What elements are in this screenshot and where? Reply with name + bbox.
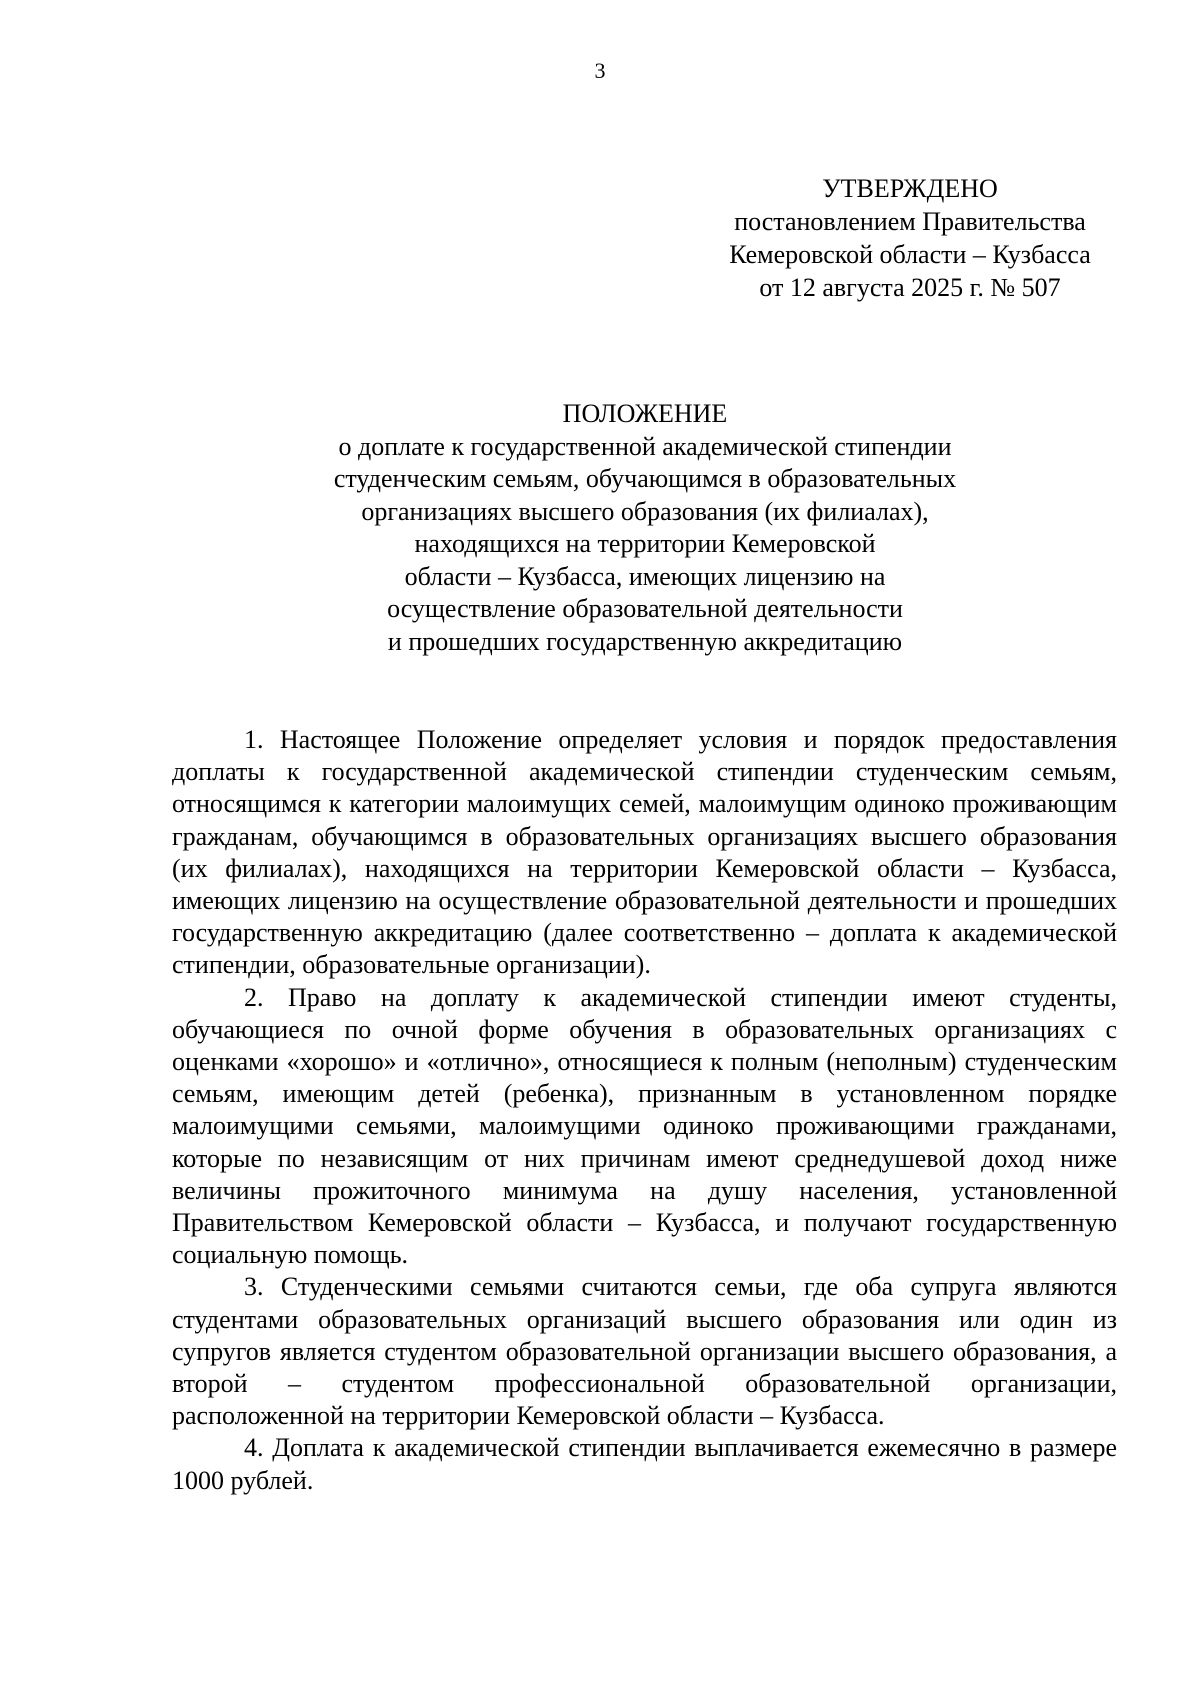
paragraph-3: 3. Студенческими семьями считаются семьи, где оба супруга являются студентами образовательных организаций высшего образования или один из супругов является студентом образовательной организации высшего образования, а второй – студентом профессиональной образовательной организации, расположенной на территории Кемеровской области – Кузбасса. (172, 1272, 1117, 1431)
page-number: 3 (594, 58, 606, 83)
approval-line: от 12 августа 2025 г. № 507 (759, 273, 1061, 302)
title-line: о доплате к государственной академической стипендии (338, 431, 952, 461)
title-line: организациях высшего образования (их филиалах), (361, 496, 929, 526)
approval-stamp (700, 172, 1120, 304)
document-title (235, 398, 1055, 658)
document-body (172, 724, 1117, 1497)
title-line: и прошедших государственную аккредитацию (387, 626, 903, 656)
paragraph-4: 4. Доплата к академической стипендии выплачивается ежемесячно в размере 1000 рублей. (172, 1433, 1117, 1495)
paragraph-2: 2. Право на доплату к академической стипендии имеют студенты, обучающиеся по очной форме обучения в образовательных организациях с оценками «хорошо» и «отлично», относящиеся к полным (неполным) студенческим семьям, имеющим детей (ребенка), признанным в установленном порядке малоимущими семьями, малоимущими одиноко проживающими гражданами, которые по независящим от них причинам имеют среднедушевой доход ниже величины прожиточного минимума на душу населения, установленной Правительством Кемеровской области – Кузбасса, и получают государственную социальную помощь. (172, 982, 1117, 1270)
approval-line: постановлением Правительства (734, 207, 1086, 236)
approval-heading: УТВЕРЖДЕНО (822, 174, 998, 203)
paragraph-1: 1. Настоящее Положение определяет условия и порядок предоставления доплаты к государственной академической стипендии студенческим семьям, относящимся к категории малоимущих семей, малоимущим одиноко проживающим гражданам, обучающимся в образовательных организациях высшего образования (их филиалах), находящихся на территории Кемеровской области – Кузбасса, имеющих лицензию на осуществление образовательной деятельности и прошедших государственную аккредитацию (далее соответственно – доплата к академической стипендии, образовательные организации). (172, 725, 1117, 980)
title-line: области – Кузбасса, имеющих лицензию на (404, 561, 886, 591)
title-heading: ПОЛОЖЕНИЕ (562, 399, 728, 428)
title-line: студенческим семьям, обучающимся в образовательных (333, 464, 957, 493)
approval-line: Кемеровской области – Кузбасса (729, 240, 1091, 269)
title-line: находящихся на территории Кемеровской (414, 529, 876, 558)
title-line: осуществление образовательной деятельности (387, 594, 903, 623)
